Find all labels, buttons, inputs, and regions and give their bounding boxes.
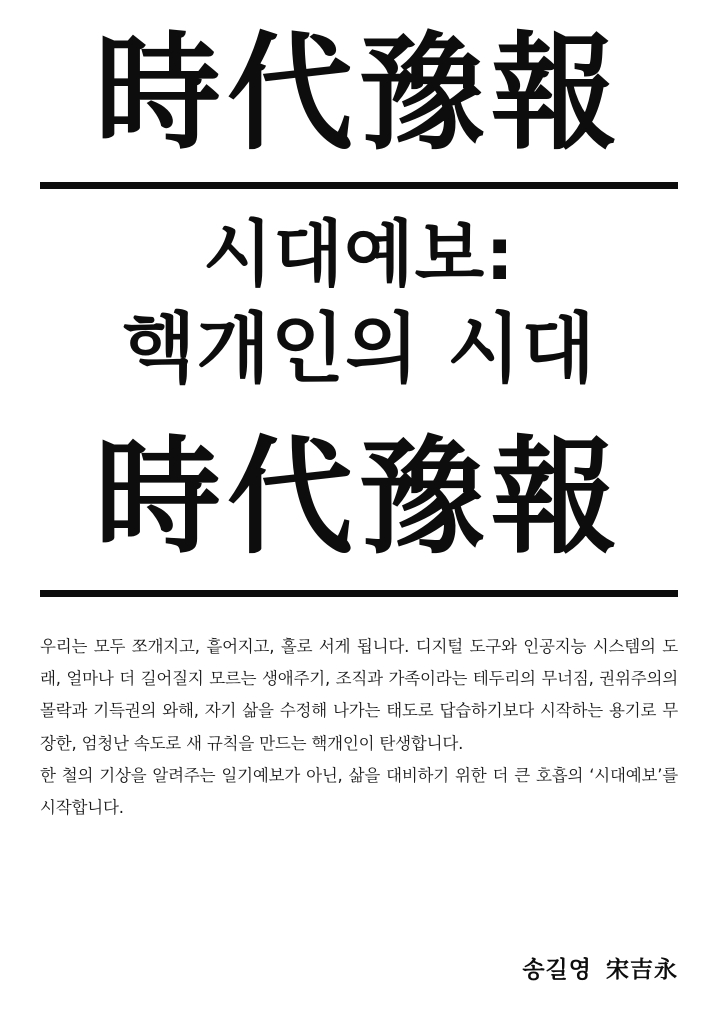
hanja-title-bottom: 時代豫報 [95, 423, 623, 571]
hanja-title-top: 時代豫報 [95, 20, 623, 167]
divider-rule-bottom [40, 590, 678, 597]
author-byline [40, 951, 678, 984]
title-line-main: 시대예보: [202, 212, 515, 297]
divider-rule-top [40, 182, 678, 189]
author-name-hanja: 宋吉永 [606, 957, 678, 983]
blurb-paragraph-1: 우리는 모두 쪼개지고, 흩어지고, 홀로 서게 됩니다. 디지털 도구와 인공지능 시스템의 도래, 얼마나 더 길어질지 모르는 생애주기, 조직과 가족이라는 테두리의 무너짐, 권위주의의 몰락과 기득권의 와해, 자기 삶을 수정해 나가는 태도로 답습하기보다 시작하는 용기로 무장한, 엄청난 속도로 새 규칙을 만드는 핵개인이 탄생합니다. [40, 637, 678, 753]
title-line-subtitle: 핵개인의 시대 [122, 304, 596, 394]
author-name-korean: 송길영 [522, 957, 592, 983]
blurb-paragraph-2: 한 철의 기상을 알려주는 일기예보가 아닌, 삶을 대비하기 위한 더 큰 호흡의 ‘시대예보’를 시작합니다. [40, 765, 678, 817]
title-block [40, 211, 678, 396]
cover-blurb [40, 631, 678, 824]
